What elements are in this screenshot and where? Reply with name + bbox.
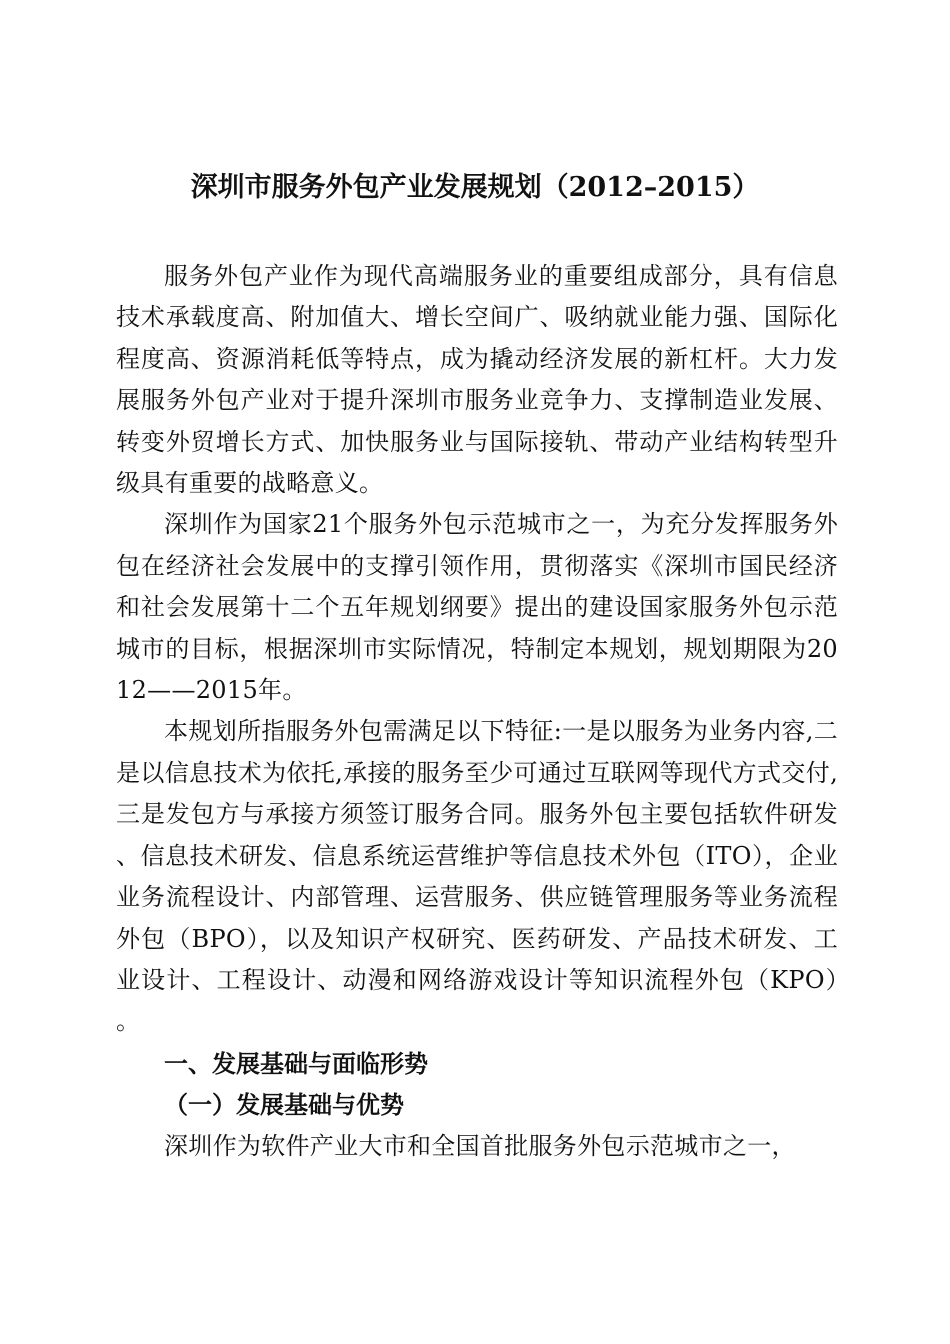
section-heading: 一、发展基础与面临形势 [164, 1048, 428, 1078]
purpose-paragraph: 深圳作为国家21个服务外包示范城市之一，为充分发挥服务外包在经济社会发展中的支撑引领作用，贯彻落实《深圳市国民经济和社会发展第十二个五年规划纲要》提出的建设国家服务外包示范城市的目标，根据深圳市实际情况，特制定本规划，规划期限为2012——2015年。 [116, 510, 838, 705]
subsection-heading: （一）发展基础与优势 [164, 1090, 404, 1120]
document-title: 深圳市服务外包产业发展规划（2012–2015） [190, 172, 760, 203]
scope-paragraph: 本规划所指服务外包需满足以下特征:一是以服务为业务内容,二是以信息技术为依托,承接的服务至少可通过互联网等现代方式交付,三是发包方与承接方须签订服务合同。服务外包主要包括软件研发、信息技术研发、信息系统运营维护等信息技术外包（ITO），企业业务流程设计、内部管理、运营服务、供应链管理服务等业务流程外包（BPO），以及知识产权研究、医药研发、产品技术研发、工业设计、工程设计、动漫和网络游戏设计等知识流程外包（KPO）。 [116, 717, 838, 1036]
foundation-paragraph: 深圳作为软件产业大市和全国首批服务外包示范城市之一， [164, 1131, 796, 1160]
intro-paragraph: 服务外包产业作为现代高端服务业的重要组成部分，具有信息技术承载度高、附加值大、增长空间广、吸纳就业能力强、国际化程度高、资源消耗低等特点，成为撬动经济发展的新杠杆。大力发展服务外包产业对于提升深圳市服务业竞争力、支撑制造业发展、转变外贸增长方式、加快服务业与国际接轨、带动产业结构转型升级具有重要的战略意义。 [116, 262, 838, 498]
document-body [116, 256, 838, 1167]
